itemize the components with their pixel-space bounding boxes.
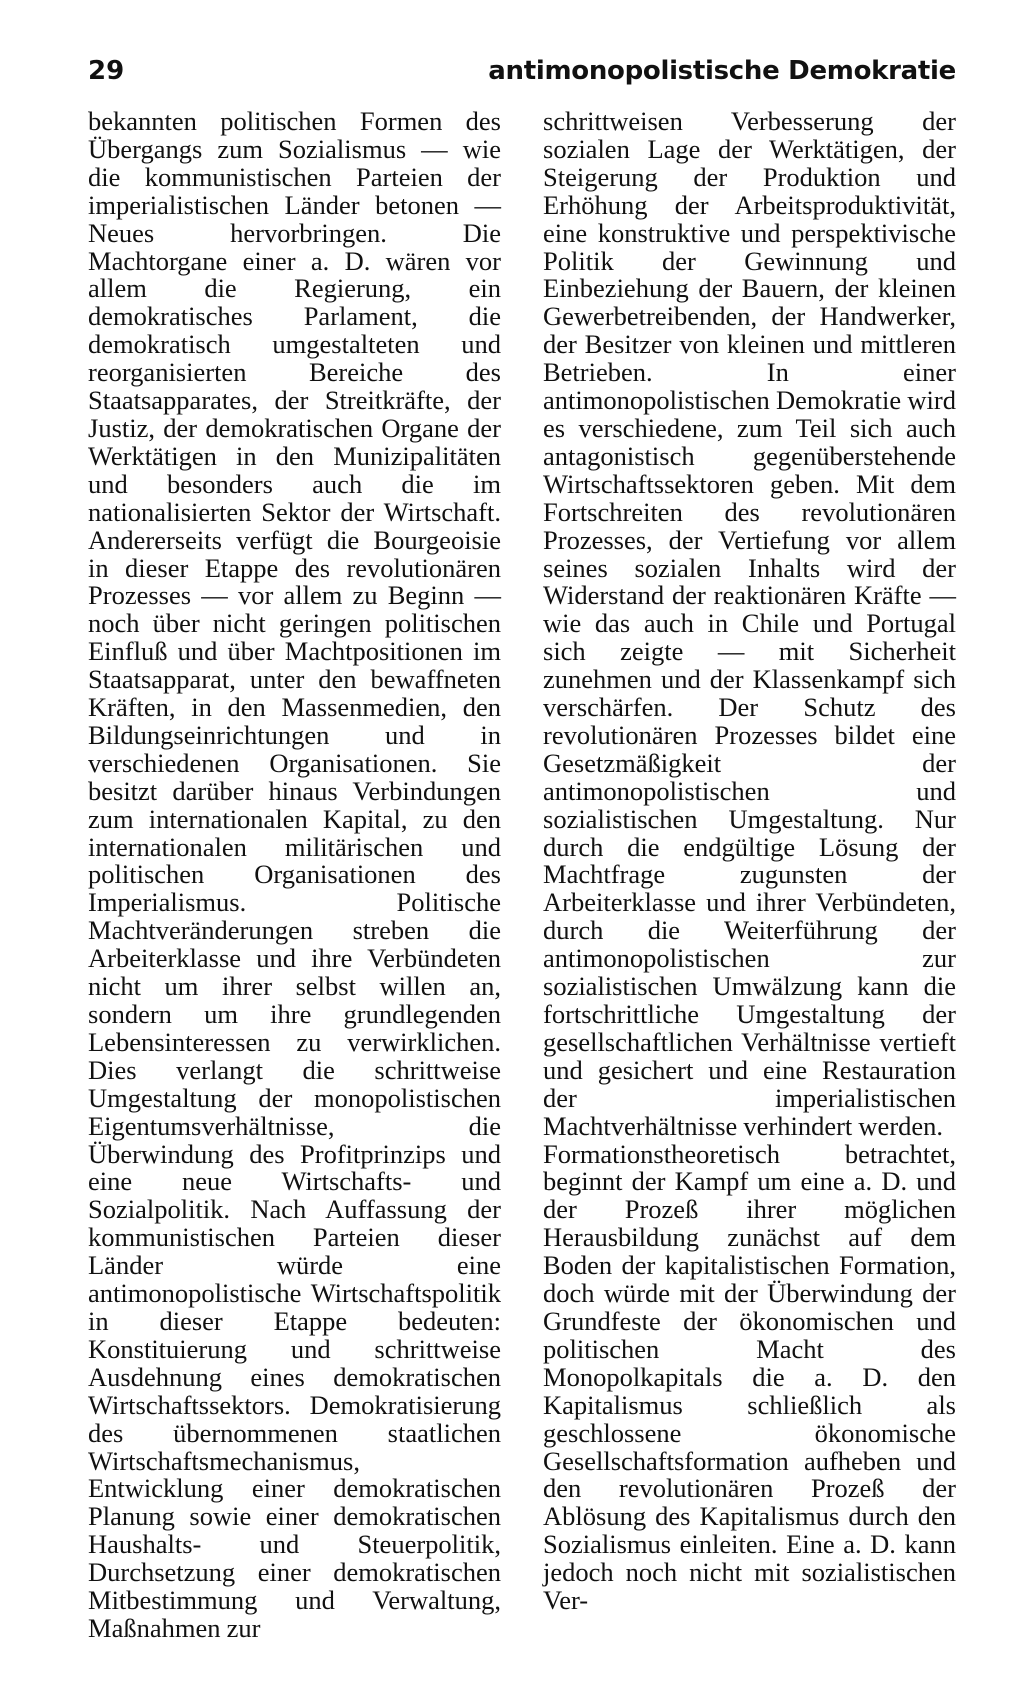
- left-column: [88, 108, 501, 1643]
- right-column-paragraph-1: schrittweisen Verbesserung der sozialen Lage der Werktätigen, der Steigerung der Produktion und Erhöhung der Arbeitsproduktivität, eine konstruktive und perspektivische Politik der Gewinnung und Einbeziehung der Bauern, der kleinen Gewerbetreibenden, der Handwerker, der Besitzer von kleinen und mittleren Betrieben. In einer antimonopolistischen Demokratie wird es verschiedene, zum Teil sich auch antagonistisch gegenüberstehende Wirtschaftssektoren geben. Mit dem Fortschreiten des revolutionären Prozesses, der Vertiefung vor allem seines sozialen Inhalts wird der Widerstand der reaktionären Kräfte — wie das auch in Chile und Portugal sich zeigte — mit Sicherheit zunehmen und der Klassenkampf sich verschärfen. Der Schutz des revolutionären Prozesses bildet eine Gesetzmäßigkeit der antimonopolistischen und sozialistischen Umgestaltung. Nur durch die endgültige Lösung der Machtfrage zugunsten der Arbeiterklasse und ihrer Verbündeten, durch die Weiterführung der antimonopolistischen zur sozialistischen Umwälzung kann die fortschrittliche Umgestaltung der gesellschaftlichen Verhältnisse vertieft und gesichert und eine Restauration der imperialistischen Machtverhältnisse verhindert werden.: [543, 106, 956, 1141]
- left-column-paragraph: bekannten politischen Formen des Übergangs zum Sozialismus — wie die kommunistischen Parteien der imperialistischen Länder betonen — Neues hervorbringen. Die Machtorgane einer a. D. wären vor allem die Regierung, ein demokratisches Parlament, die demokratisch umgestalteten und reorganisierten Bereiche des Staatsapparates, der Streitkräfte, der Justiz, der demokratischen Organe der Werktätigen in den Munizipalitäten und besonders auch die im nationalisierten Sektor der Wirtschaft. Andererseits verfügt die Bourgeoisie in dieser Etappe des revolutionären Prozesses — vor allem zu Beginn — noch über nicht geringen politischen Einfluß und über Machtpositionen im Staatsapparat, unter den bewaffneten Kräften, in den Massenmedien, den Bildungseinrichtungen und in verschiedenen Organisationen. Sie besitzt darüber hinaus Verbindungen zum internationalen Kapital, zu den internationalen militärischen und politischen Organisationen des Imperialismus. Politische Machtveränderungen streben die Arbeiterklasse und ihre Verbündeten nicht um ihrer selbst willen an, sondern um ihre grundlegenden Lebensinteressen zu verwirklichen. Dies verlangt die schrittweise Umgestaltung der monopolistischen Eigentumsverhältnisse, die Überwindung des Profitprinzips und eine neue Wirtschafts- und Sozialpolitik. Nach Auffassung der kommunistischen Parteien dieser Länder würde eine antimonopolistische Wirtschaftspolitik in dieser Etappe bedeuten: Konstituierung und schrittweise Ausdehnung eines demokratischen Wirtschaftssektors. Demokratisierung des übernommenen staatlichen Wirtschaftsmechanismus, Entwicklung einer demokratischen Planung sowie einer demokratischen Haushalts- und Steuerpolitik, Durchsetzung einer demokratischen Mitbestimmung und Verwaltung, Maßnahmen zur: [88, 106, 501, 1643]
- page-number: 29: [88, 56, 125, 86]
- right-column-paragraph-2: Formationstheoretisch betrachtet, beginnt der Kampf um eine a. D. und der Prozeß ihrer möglichen Herausbildung zunächst auf dem Boden der kapitalistischen Formation, doch würde mit der Überwindung der Grundfeste der ökonomischen und politischen Macht des Monopolkapitals die a. D. den Kapitalismus schließlich als geschlossene ökonomische Gesellschaftsformation aufheben und den revolutionären Prozeß der Ablösung des Kapitalismus durch den Sozialismus einleiten. Eine a. D. kann jedoch noch nicht mit sozialistischen Ver-: [543, 1138, 956, 1616]
- page-header: [88, 56, 956, 96]
- running-head: antimonopolistische Demokratie: [488, 56, 956, 86]
- right-column: [543, 108, 956, 1615]
